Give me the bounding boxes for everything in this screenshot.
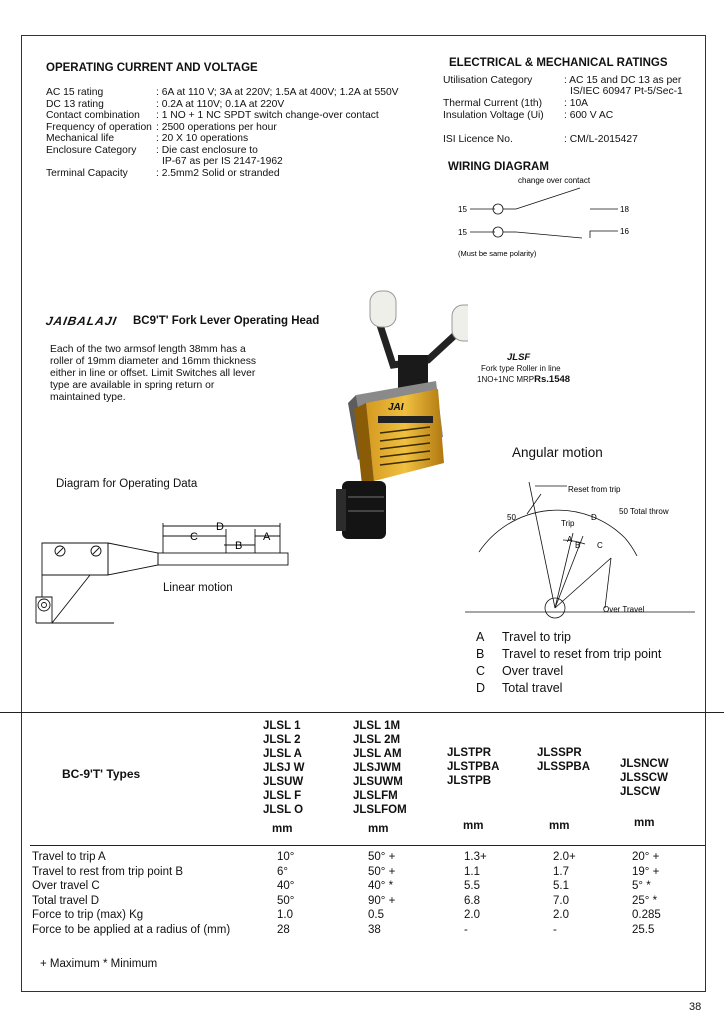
switch-label-brand: JAI xyxy=(388,402,404,413)
thermal-label: Thermal Current (1th) xyxy=(443,98,542,109)
type-code: JLSLFOM xyxy=(353,804,407,816)
linear-motion-diagram xyxy=(30,515,300,625)
type-code: JLSSCW xyxy=(620,772,668,784)
angular-title: Angular motion xyxy=(512,445,603,460)
type-code: JLSUW xyxy=(263,776,304,788)
spec-row xyxy=(46,133,399,145)
spec-row xyxy=(46,145,399,157)
spec-row xyxy=(46,156,399,168)
spec-label: Enclosure Category xyxy=(46,144,137,156)
insulation-value: : 600 V AC xyxy=(564,110,614,121)
unit-col-2: mm xyxy=(368,823,389,835)
legend-row xyxy=(476,630,661,647)
table-cell: 2.0 xyxy=(464,909,480,921)
table-cell: 6° xyxy=(277,865,288,878)
table-cell: 7.0 xyxy=(553,894,569,907)
table-cell: - xyxy=(553,923,557,936)
util-value-2: IS/IEC 60947 Pt-5/Sec-1 xyxy=(570,86,683,97)
dim-d: D xyxy=(216,521,224,533)
type-code: JLSJWM xyxy=(353,762,401,774)
legend-letter: D xyxy=(476,681,486,695)
model-name: JLSF xyxy=(507,352,531,363)
type-code: JLSSPR xyxy=(537,747,582,759)
legend-text: Travel to reset from trip point xyxy=(502,647,662,661)
angle-b: B xyxy=(575,541,581,550)
linear-motion-label: Linear motion xyxy=(163,582,233,594)
limit-switch-photo xyxy=(318,285,468,555)
unit-col-1: mm xyxy=(272,823,293,835)
table-row-label: Travel to rest from trip point B xyxy=(32,865,184,878)
type-code: JLSL 1 xyxy=(263,720,301,732)
terminal-16: 16 xyxy=(620,227,629,236)
table-cell: 1.1 xyxy=(464,865,480,878)
dim-b: B xyxy=(235,540,243,552)
types-col-3 xyxy=(447,746,499,788)
angle-d: D xyxy=(591,513,597,522)
terminal-15b: 15 xyxy=(458,228,467,237)
table-cell: 20° + xyxy=(632,851,660,863)
table-row-label: Travel to trip A xyxy=(32,851,106,863)
legend-letter: C xyxy=(476,664,486,678)
table-header-rule xyxy=(30,845,705,846)
types-col-2 xyxy=(353,719,407,817)
table-cell: 5.1 xyxy=(553,880,569,892)
type-code: JLSTPBA xyxy=(447,761,500,773)
table-cell: 40° xyxy=(277,880,295,892)
table-cell: 5° * xyxy=(632,880,651,892)
angle-50: 50 xyxy=(507,513,516,522)
legend-letter: A xyxy=(476,630,485,644)
table-row-label: Force to be applied at a radius of (mm) xyxy=(32,923,231,936)
insulation-label: Insulation Voltage (Ui) xyxy=(443,110,544,121)
table-row-label: Over travel C xyxy=(32,880,100,892)
type-code: JLSJ W xyxy=(263,762,305,774)
legend-row xyxy=(476,647,661,664)
table-cell: 28 xyxy=(277,923,290,936)
spec-label: DC 13 rating xyxy=(46,98,104,110)
table-cell: 0.285 xyxy=(632,909,661,921)
type-code: JLSUWM xyxy=(353,776,403,788)
terminal-18: 18 xyxy=(620,205,629,214)
wiring-caption: change over contact xyxy=(518,176,591,185)
operating-specs xyxy=(46,87,399,179)
spec-row xyxy=(46,110,399,122)
table-cell: 50° xyxy=(277,894,295,907)
product-desc-3: either in line or offset. Limit Switches all lever xyxy=(50,368,256,379)
unit-col-4: mm xyxy=(549,820,570,832)
angle-a: A xyxy=(567,535,573,544)
page-number: 38 xyxy=(689,1001,702,1013)
table-cell: 5.5 xyxy=(464,880,480,892)
table-cell: 2.0 xyxy=(553,909,569,921)
table-cell: 0.5 xyxy=(368,909,384,921)
table-cell: 50° + xyxy=(368,851,396,863)
spec-value: : 0.2A at 110V; 0.1A at 220V xyxy=(156,98,285,110)
table-cell: 1.0 xyxy=(277,909,293,921)
spec-row xyxy=(46,87,399,99)
table-row-label: Force to trip (max) Kg xyxy=(32,909,144,921)
operating-title: OPERATING CURRENT AND VOLTAGE xyxy=(46,62,258,74)
spec-row xyxy=(46,122,399,134)
model-price xyxy=(477,374,570,385)
table-top-rule xyxy=(0,712,724,713)
spec-value: : 2500 operations per hour xyxy=(156,121,277,133)
spec-label: Frequency of operation xyxy=(46,121,152,133)
wiring-note: (Must be same polarity) xyxy=(458,249,537,258)
mrp-prefix: 1NO+1NC MRP xyxy=(477,375,535,384)
table-cell: 50° + xyxy=(368,865,396,878)
product-desc-5: maintained type. xyxy=(50,392,126,403)
table-cell: 25.5 xyxy=(632,923,655,936)
types-col-1 xyxy=(263,719,305,817)
spec-label: AC 15 rating xyxy=(46,87,104,98)
footnote: + Maximum * Minimum xyxy=(40,958,158,970)
spec-label: Contact combination xyxy=(46,110,140,121)
type-code: JLSTPR xyxy=(447,747,492,759)
terminal-15a: 15 xyxy=(458,205,467,214)
motion-legend xyxy=(476,630,661,698)
operating-diagram-title: Diagram for Operating Data xyxy=(56,478,198,490)
spec-label xyxy=(46,156,156,168)
isi-label: ISI Licence No. xyxy=(443,134,513,145)
row-labels xyxy=(32,850,230,937)
type-code: JLSL 1M xyxy=(353,720,401,732)
spec-label: Mechanical life xyxy=(46,133,115,144)
type-code: JLSLFM xyxy=(353,790,398,802)
type-code: JLSL O xyxy=(263,804,304,816)
angle-c: C xyxy=(597,541,603,550)
table-row-label: Total travel D xyxy=(32,894,100,907)
model-desc: Fork type Roller in line xyxy=(481,364,561,373)
util-label: Utilisation Category xyxy=(443,75,533,86)
over-travel-label: Over Travel xyxy=(603,605,645,614)
total-throw-label: 50 Total throw xyxy=(619,507,669,516)
table-cell: 1.3+ xyxy=(464,851,487,863)
type-code: JLSL AM xyxy=(353,748,402,760)
table-cell: 40° * xyxy=(368,880,394,892)
spec-value: : 20 X 10 operations xyxy=(156,133,249,144)
spec-row xyxy=(46,168,399,180)
reset-label: Reset from trip xyxy=(568,485,621,494)
spec-value: : 6A at 110 V; 3A at 220V; 1.5A at 400V; 1.2A at 550V xyxy=(156,87,399,98)
spec-value: : 1 NO + 1 NC SPDT switch change-over contact xyxy=(156,110,379,121)
legend-letter: B xyxy=(476,647,485,661)
table-cell: 90° + xyxy=(368,894,396,907)
types-label: BC-9'T' Types xyxy=(62,767,141,781)
spec-label: Terminal Capacity xyxy=(46,167,128,179)
legend-text: Travel to trip xyxy=(502,630,572,644)
type-code: JLSCW xyxy=(620,786,661,798)
type-code: JLSL 2M xyxy=(353,734,401,746)
legend-row xyxy=(476,664,661,681)
spec-value: : Die cast enclosure to xyxy=(156,144,258,156)
table-cell: 38 xyxy=(368,923,381,936)
product-desc-4: type are available in spring return or xyxy=(50,380,215,391)
product-desc-1: Each of the two armsof length 38mm has a xyxy=(50,344,246,355)
table-cell: 10° xyxy=(277,851,295,863)
table-cell: 2.0+ xyxy=(553,851,576,863)
legend-text: Over travel xyxy=(502,664,564,678)
spec-value: IP-67 as per IS 2147-1962 xyxy=(162,156,283,167)
dim-c: C xyxy=(190,531,198,543)
wiring-diagram xyxy=(440,172,640,262)
type-code: JLSL A xyxy=(263,748,302,760)
table-cell: 19° + xyxy=(632,865,660,878)
thermal-value: : 10A xyxy=(564,98,589,109)
angular-motion-diagram xyxy=(465,478,695,628)
product-desc-2: roller of 19mm diameter and 16mm thickness xyxy=(50,356,257,367)
unit-col-3: mm xyxy=(463,820,484,832)
table-cell: 6.8 xyxy=(464,894,480,907)
types-col-5 xyxy=(620,757,669,799)
table-cell: 25° * xyxy=(632,894,658,907)
product-heading: BC9'T' Fork Lever Operating Head xyxy=(133,315,320,327)
isi-value: : CM/L-2015427 xyxy=(564,134,638,145)
table-cell: - xyxy=(464,923,468,936)
unit-col-5: mm xyxy=(634,817,655,829)
table-cell: 1.7 xyxy=(553,865,569,878)
legend-row xyxy=(476,681,661,698)
ratings-title: ELECTRICAL & MECHANICAL RATINGS xyxy=(449,57,668,69)
type-code: JLSSPBA xyxy=(537,761,591,773)
brand-logo: JAIBALAJI xyxy=(44,314,119,328)
type-code: JLSNCW xyxy=(620,758,669,770)
spec-value: : 2.5mm2 Solid or stranded xyxy=(156,167,280,179)
type-code: JLSL F xyxy=(263,790,302,802)
wiring-title: WIRING DIAGRAM xyxy=(448,161,549,173)
type-code: JLSTPB xyxy=(447,775,492,787)
type-code: JLSL 2 xyxy=(263,734,301,746)
spec-row xyxy=(46,99,399,111)
util-value-1: : AC 15 and DC 13 as per xyxy=(564,75,682,86)
legend-text: Total travel xyxy=(502,681,563,695)
mrp-value: Rs.1548 xyxy=(534,374,571,385)
trip-label: Trip xyxy=(561,519,575,528)
types-col-4 xyxy=(537,746,590,774)
dim-a: A xyxy=(263,531,271,543)
